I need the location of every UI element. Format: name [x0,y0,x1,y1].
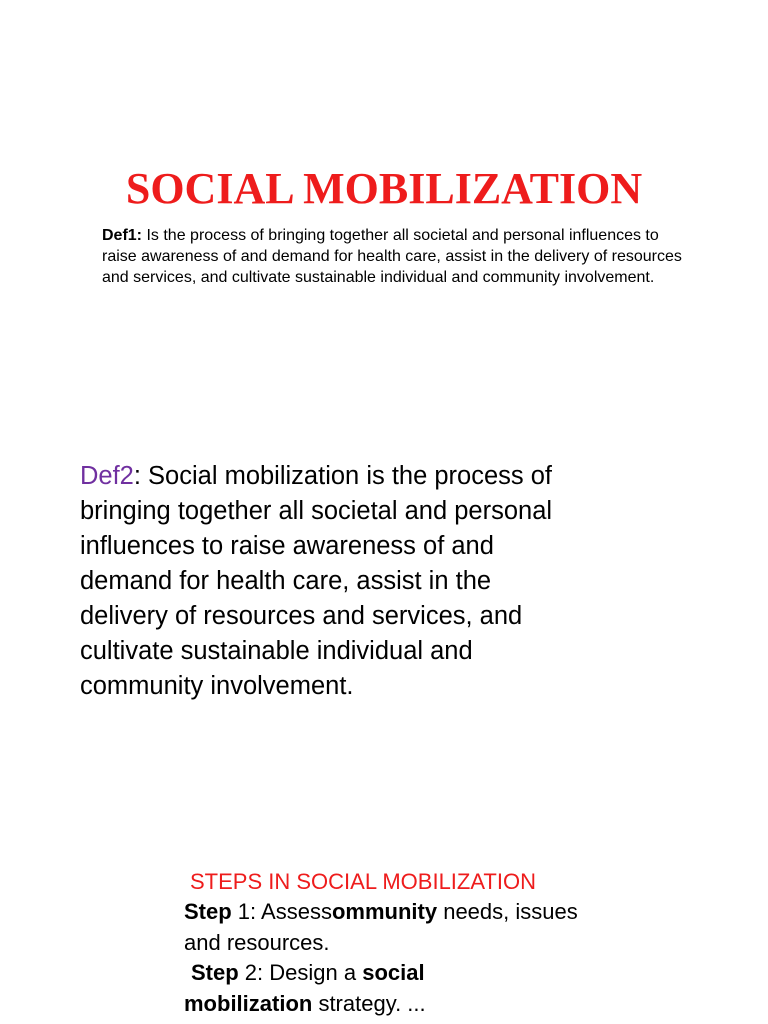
step-2-bold-word-2: mobilization [184,990,313,1016]
definition-2-text: : Social mobilization is the process of bringing together all societal and personal influences to raise awareness of and demand for health care, assist in the delivery of resources and services, and cultivate sustainable individual and community involvement. [80,462,553,700]
definition-2-label: Def2 [80,462,134,490]
step-1-rest: needs, issues and resources. [184,899,578,955]
step-1-bold-word: ommunity [331,899,438,924]
steps-heading: STEPS IN SOCIAL MOBILIZATION [190,869,536,894]
page-title: SOCIAL MOBILIZATION [125,164,643,213]
step-1-word: Step [184,899,232,924]
definition-1-label: Def1: [102,227,143,244]
step-2-rest: strategy. ... [312,990,426,1016]
step-2-number-text: 2: Design a [238,960,363,985]
step-1-number-text: 1: Assess [231,899,332,924]
steps-list [184,897,604,1019]
definition-1 [102,225,682,288]
step-2-word: Step [191,960,239,985]
definition-2 [80,459,570,704]
step-1 [184,899,578,955]
definition-1-text: Is the process of bringing together all societal and personal influences to raise awareness of and demand for health care, assist in the delivery of resources and services, and cultivate sustainable individual and community involvement. [102,227,682,286]
step-2-bold-word-1: social [362,960,425,985]
step-2 [184,960,425,985]
